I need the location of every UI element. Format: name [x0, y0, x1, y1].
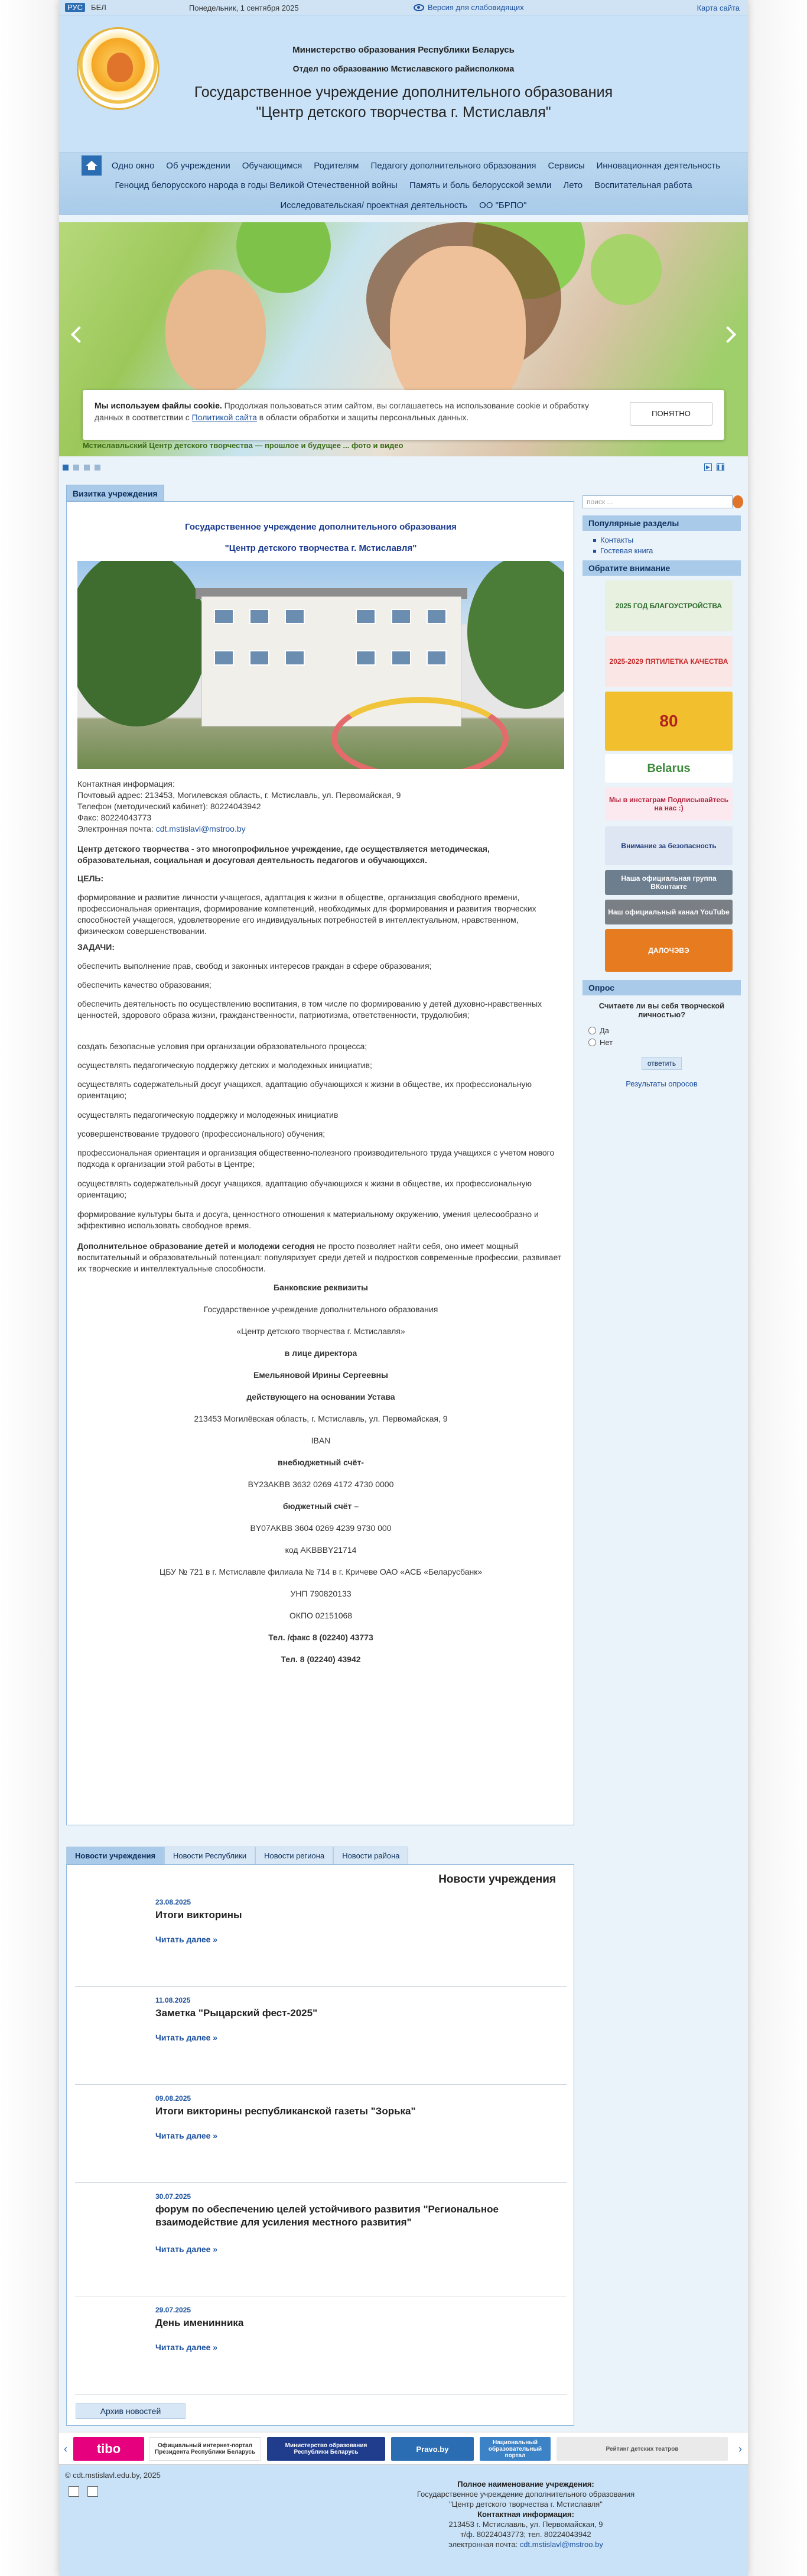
page-wrapper [59, 0, 748, 2576]
bank-line: действующего на основании Устава [246, 1392, 395, 1401]
banner-president[interactable]: Официальный интернет-портал Президента Республики Беларусь [149, 2437, 261, 2461]
current-date: Понедельник, 1 сентября 2025 [189, 4, 299, 12]
news-title[interactable]: Заметка "Рыцарский фест-2025" [155, 2007, 318, 2019]
page-background-left [0, 0, 59, 2576]
lang-be-link[interactable]: БЕЛ [91, 3, 106, 12]
nav-item-research[interactable]: Исследовательская/ проектная деятельность [280, 200, 468, 210]
news-panel [66, 1864, 574, 2426]
balloon-image [236, 222, 331, 293]
bank-line: 213453 Могилёвская область, г. Мстиславль, ул. Первомайская, 9 [194, 1414, 448, 1423]
banner-tibo[interactable]: tibo [73, 2437, 144, 2461]
card-title-line2: "Центр детского творчества г. Мстиславля" [224, 543, 417, 553]
news-panel-title: Новости учреждения [438, 1873, 556, 1886]
footer-email-label: электронная почта: [448, 2540, 520, 2549]
task-item: усовершенствование трудового (профессионального) обучения; [77, 1129, 326, 1138]
home-icon [86, 161, 97, 166]
outro-body: не просто позволяет найти себя, оно имеет мощный воспитательный и образовательный потенциал: популяризует среди детей и подростков современные профессии, развивает их творческие и интеллектуальные способности. [77, 1241, 562, 1273]
ministry-name: Министерство образования Республики Беларусь [292, 45, 515, 55]
task-item: формирование культуры быта и досуга, ценностного отношения к материальному окружению, умения целесообразно и эффективно использовать свободное время. [77, 1209, 539, 1230]
news-date: 09.08.2025 [155, 2094, 191, 2103]
news-date: 11.08.2025 [155, 1996, 191, 2004]
poll-radio-no[interactable] [588, 1039, 596, 1046]
news-title[interactable]: День именинника [155, 2317, 244, 2328]
news-read-more[interactable]: Читать далее » [155, 2244, 218, 2254]
email-label: Электронная почта: [77, 824, 156, 833]
home-button[interactable] [82, 155, 102, 176]
banner-quality-five-year[interactable]: 2025-2029 ПЯТИЛЕТКА КАЧЕСТВА [605, 636, 733, 687]
site-footer [59, 2465, 748, 2576]
poll-option-label: Нет [600, 1038, 613, 1047]
news-item [75, 2094, 567, 2183]
card-title-line1: Государственное учреждение дополнительного образования [185, 522, 457, 532]
popular-heading: Популярные разделы [583, 515, 741, 531]
nav-item-genocide[interactable]: Геноцид белорусского народа в годы Великой Отечественной войны [115, 180, 398, 190]
site-title-line2: "Центр детского творчества г. Мстиславля" [256, 104, 551, 121]
news-title[interactable]: Итоги викторины республиканской газеты "Зорька" [155, 2105, 416, 2117]
task-item: обеспечить выполнение прав, свобод и законных интересов граждан в сфере образования; [77, 961, 432, 971]
tab-news-institution[interactable]: Новости учреждения [66, 1847, 164, 1864]
cookie-bold: Мы используем файлы cookie. [95, 401, 222, 410]
news-date: 30.07.2025 [155, 2192, 191, 2201]
task-item: осуществлять содержательный досуг учащихся, адаптацию обучающихся к жизни в обществе, их профессиональную ориентацию; [77, 1079, 532, 1100]
department-name: Отдел по образованию Мстиславского райисполкома [292, 64, 515, 73]
banner-ministry[interactable]: Министерство образования Республики Беларусь [267, 2437, 385, 2461]
email-link[interactable]: cdt.mstislavl@mstroo.by [155, 824, 246, 833]
task-item: осуществлять содержательный досуг учащихся, адаптацию обучающихся к жизни в обществе, их профессиональную ориентацию; [77, 1179, 532, 1199]
slider-dot[interactable] [63, 465, 69, 471]
eye-icon [414, 4, 424, 11]
news-date: 29.07.2025 [155, 2306, 191, 2314]
footer-email-link[interactable]: cdt.mstislavl@mstroo.by [519, 2540, 603, 2549]
nav-item-one-window[interactable]: Одно окно [111, 160, 155, 171]
bank-line: ОКПО 02151068 [289, 1611, 353, 1620]
bank-line: внебюджетный счёт- [278, 1458, 364, 1467]
poll-option[interactable] [588, 1038, 613, 1047]
nav-item-teachers[interactable]: Педагогу дополнительного образования [370, 160, 536, 171]
poll-option-label: Да [600, 1026, 610, 1035]
news-item [75, 2306, 567, 2395]
footer-name-line2: "Центр детского творчества г. Мстиславля" [449, 2500, 603, 2509]
sitemap-link[interactable]: Карта сайта [697, 4, 740, 12]
banner-80-victory[interactable]: 80 [605, 692, 733, 751]
bank-line: код AKBBBY21714 [285, 1545, 357, 1555]
bank-line: в лице директора [284, 1348, 357, 1358]
footer-name-line1: Государственное учреждение дополнительного образования [416, 2490, 635, 2499]
news-date: 23.08.2025 [155, 1898, 191, 1906]
building-photo [77, 561, 564, 769]
footer-address: 213453 г. Мстиславль, ул. Первомайская, 9 [448, 2520, 603, 2529]
poll-radio-yes[interactable] [588, 1027, 596, 1034]
slider-controls [704, 463, 724, 471]
nav-item-memory[interactable]: Память и боль белорусской земли [409, 180, 552, 190]
tree-image [77, 561, 207, 726]
footer-info [354, 2479, 697, 2549]
bank-line: «Центр детского творчества г. Мстиславля» [236, 1326, 405, 1336]
tab-news-region[interactable]: Новости региона [255, 1847, 333, 1864]
banner-pravo[interactable]: Pravo.by [391, 2437, 474, 2461]
top-bar [59, 0, 748, 15]
news-tabs [66, 1847, 408, 1864]
tab-news-republic[interactable]: Новости Республики [164, 1847, 255, 1864]
banner-edu-portal[interactable]: Национальный образовательный портал [480, 2437, 551, 2461]
poll-option[interactable] [588, 1026, 609, 1035]
bank-heading: Банковские реквизиты [274, 1283, 368, 1292]
bank-line: Тел. /факс 8 (02240) 43773 [268, 1633, 373, 1642]
bank-line: Государственное учреждение дополнительного образования [203, 1305, 438, 1314]
intro-text: Центр детского творчества - это многопрофильное учреждение, где осуществляется методическая, образовательная, социальная и досуговая деятельность педагогов и обучающихся. [77, 844, 490, 865]
institution-card [66, 501, 574, 1825]
poll-heading: Опрос [583, 980, 741, 995]
slider-dots [63, 465, 100, 471]
popular-link-guestbook[interactable]: Гостевая книга [600, 546, 653, 555]
task-item: осуществлять педагогическую поддержку детских и молодежных инициатив; [77, 1060, 372, 1070]
contacts-email-row [77, 823, 564, 835]
chevron-left-icon[interactable]: ‹ [64, 2443, 67, 2455]
lang-ru-link[interactable]: РУС [65, 3, 85, 12]
contacts-phone: Телефон (методический кабинет): 80224043942 [77, 802, 261, 811]
nav-item-about[interactable]: Об учреждении [166, 160, 230, 171]
child-photo [165, 270, 266, 394]
slider-dot[interactable] [95, 465, 100, 471]
nav-item-innovation[interactable]: Инновационная деятельность [596, 160, 721, 171]
task-item: обеспечить качество образования; [77, 980, 211, 989]
banner-safety[interactable]: Внимание за безопасность [605, 826, 733, 865]
cookie-body-end: в области обработки и защиты персональных данных. [256, 413, 469, 422]
pause-icon[interactable]: ❚❚ [715, 464, 725, 470]
outro-bold: Дополнительное образование детей и молодежи сегодня [77, 1241, 315, 1251]
goal-heading: ЦЕЛЬ: [77, 874, 104, 883]
banner-belarus[interactable]: Belarus [605, 754, 733, 783]
cookie-accept-button[interactable]: ПОНЯТНО [630, 402, 712, 426]
low-vision-label: Версия для слабовидящих [428, 3, 524, 12]
page-background-right [748, 0, 807, 2576]
poll-submit-button[interactable]: ответить [642, 1057, 682, 1070]
bank-line: BY23AKBB 3632 0269 4172 4730 0000 [248, 1480, 394, 1489]
news-read-more[interactable]: Читать далее » [155, 2033, 218, 2042]
search-input[interactable]: поиск ... [583, 495, 733, 508]
chevron-right-icon[interactable]: › [738, 2443, 742, 2455]
bank-line: УНП 790820133 [290, 1589, 352, 1598]
bank-line: IBAN [311, 1436, 331, 1445]
bank-line: бюджетный счёт – [282, 1501, 359, 1511]
outro-text [77, 1241, 564, 1274]
poll-results-link[interactable]: Результаты опросов [626, 1079, 698, 1088]
contacts-block [77, 778, 564, 835]
news-archive-button[interactable]: Архив новостей [76, 2403, 186, 2419]
cookie-policy-link[interactable]: Политикой сайта [191, 413, 257, 422]
footer-phone: т/ф. 80224043773; тел. 80224043942 [460, 2530, 591, 2539]
popular-link-contacts[interactable]: Контакты [600, 536, 634, 544]
slider-next-icon[interactable] [720, 326, 736, 343]
attention-heading: Обратите внимание [583, 560, 741, 576]
contacts-head: Контактная информация: [77, 779, 175, 789]
nav-item-upbringing[interactable]: Воспитательная работа [594, 180, 692, 190]
sitemap-icon[interactable] [87, 2486, 98, 2497]
news-read-more[interactable]: Читать далее » [155, 2131, 218, 2140]
task-item: обеспечить деятельность по осуществлению воспитания, в том числе по формированию у детей духовно-нравственных ценностей, здорового образа жизни, гражданственности, патриотизма, ответственности, трудолюбия; [77, 999, 542, 1020]
footer-name-heading: Полное наименование учреждения: [457, 2480, 594, 2489]
banner-vk[interactable]: Наша официальная группа ВКонтакте [605, 870, 733, 895]
cookie-body: Продолжая пользоваться этим сайтом, вы соглашаетесь на использование cookie и обработку данных в соответствии с [95, 401, 589, 422]
nav-item-summer[interactable]: Лето [563, 180, 583, 190]
search-icon[interactable] [733, 495, 743, 508]
poll-question: Считаете ли вы себя творческой личностью? [598, 1001, 725, 1019]
news-item [75, 1898, 567, 1987]
banner-youtube[interactable]: Наш официальный канал YouTube [605, 900, 733, 924]
bank-line: Тел. 8 (02240) 43942 [281, 1654, 361, 1664]
slider-prev-icon[interactable] [71, 326, 87, 343]
bank-details [77, 1282, 564, 1665]
news-read-more[interactable]: Читать далее » [155, 2343, 218, 2352]
site-header [59, 15, 748, 153]
nav-item-brpo[interactable]: ОО "БРПО" [479, 200, 527, 210]
low-vision-link[interactable] [414, 3, 524, 12]
banner-instagram[interactable]: Мы в инстаграм Подписывайтесь на нас :) [605, 787, 733, 820]
goal-text: формирование и развитие личности учащегося, адаптация к жизни в обществе, организация свободного времени, профессиональная ориентация, формирование компетенций, необходимых для формирования и развития творческих способностей учащегося, удовлетворение его индивидуальных потребностей в интеллектуальном, нравственном, физическом совершенствовании. [77, 893, 536, 936]
bank-line: BY07AKBB 3604 0269 4239 9730 000 [250, 1523, 392, 1533]
site-title-line1: Государственное учреждение дополнительного образования [194, 84, 613, 100]
task-item: профессиональная ориентация и организация общественно-полезного производительного труда учащихся с учетом нового подхода к организации этой работы в Центре; [77, 1148, 555, 1169]
news-item [75, 1996, 567, 2085]
play-icon[interactable]: ▶ [704, 463, 712, 471]
news-title[interactable]: Итоги викторины [155, 1909, 242, 1920]
cookie-banner [83, 390, 724, 440]
footer-contact-heading: Контактная информация: [477, 2510, 574, 2519]
partner-banners [59, 2432, 748, 2465]
main-navigation [59, 153, 748, 215]
task-item: создать безопасные условия при организации образовательного процесса; [77, 1042, 367, 1051]
nav-item-parents[interactable]: Родителям [314, 160, 359, 171]
nav-item-services[interactable]: Сервисы [548, 160, 585, 171]
document-icon[interactable] [69, 2486, 79, 2497]
nav-row-2 [59, 177, 748, 194]
language-switcher [65, 3, 109, 12]
task-item: осуществлять педагогическую поддержку и молодежных инициатив [77, 1110, 339, 1120]
main-tab: Визитка учреждения [66, 485, 164, 501]
balloon-image [591, 234, 662, 305]
bank-line: Емельяновой Ирины Сергеевны [253, 1370, 389, 1380]
bank-line: ЦБУ № 721 в г. Мстиславле филиала № 714 в г. Кричеве ОАО «АСБ «Беларусбанк» [159, 1567, 483, 1576]
copyright: © cdt.mstislavl.edu.by, 2025 [65, 2471, 161, 2480]
tasks-heading: ЗАДАЧИ: [77, 942, 115, 952]
nav-row-3 [59, 197, 748, 214]
news-item [75, 2192, 567, 2296]
contacts-address: Почтовый адрес: 213453, Могилевская область, г. Мстиславль, ул. Первомайская, 9 [77, 790, 401, 800]
tab-news-district[interactable]: Новости района [333, 1847, 408, 1864]
slider-dot[interactable] [73, 465, 79, 471]
nav-item-students[interactable]: Обучающимся [242, 160, 302, 171]
footer-icons [69, 2486, 98, 2497]
contacts-fax: Факс: 80224043773 [77, 813, 152, 822]
banner-dalochevae[interactable]: ДАЛОЧЭВЭ [605, 929, 733, 972]
banner-rating[interactable]: Рейтинг детских театров [557, 2437, 728, 2461]
slider-dot[interactable] [84, 465, 90, 471]
nav-row-1 [59, 155, 748, 176]
cookie-text [95, 400, 614, 423]
tree-image [467, 561, 564, 709]
slide-caption: Мстиславльский Центр детского творчества — прошлое и будущее ... фото и видео [83, 441, 403, 450]
news-title[interactable]: форум по обеспечению целей устойчивого развития "Региональное взаимодействие для усиления местного развития" [155, 2204, 499, 2228]
news-read-more[interactable]: Читать далее » [155, 1935, 218, 1944]
banner-year-improvement[interactable]: 2025 ГОД БЛАГОУСТРОЙСТВА [605, 580, 733, 631]
